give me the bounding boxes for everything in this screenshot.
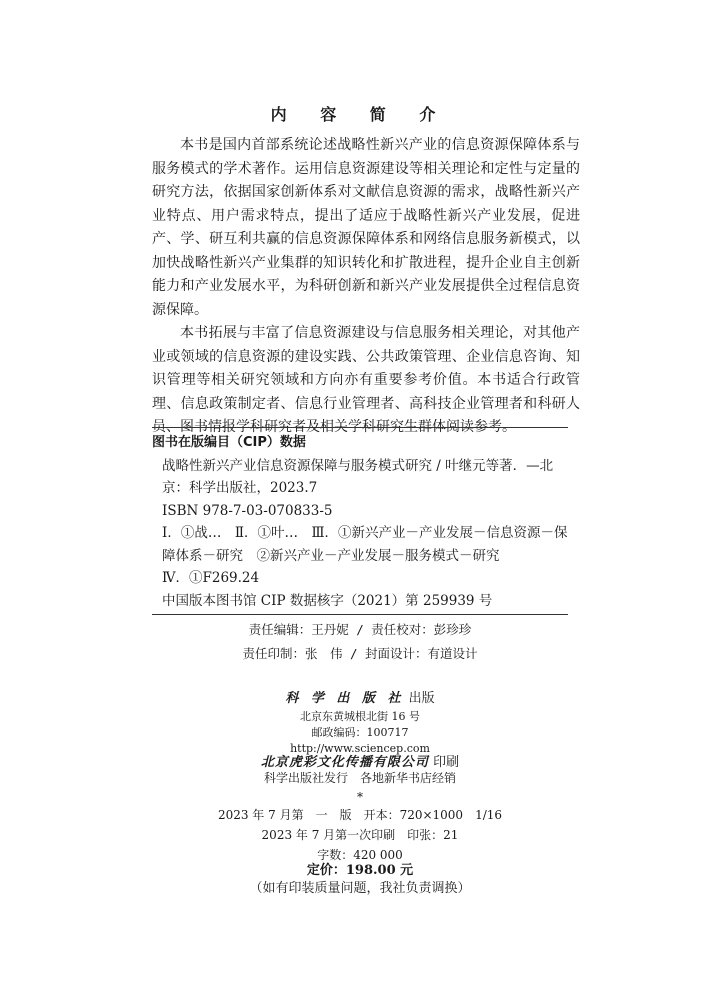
publisher-address: 北京东黄城根北街 16 号 — [300, 710, 420, 723]
word-count: 字数：420 000 — [317, 848, 403, 862]
printer-suffix: 印刷 — [433, 755, 460, 770]
publisher-line — [0, 690, 720, 707]
editor-line-1: 责任编辑：王丹妮 / 责任校对：彭珍珍 — [248, 622, 472, 637]
printer-name: 北京虎彩文化传播有限公司 — [260, 755, 429, 770]
edition-line-2: 2023 年 7 月第一次印刷 印张：21 — [261, 828, 459, 842]
intro-section — [152, 134, 580, 440]
cip-number: 中国版本图书馆 CIP 数据核字（2021）第 259939 号 — [162, 592, 493, 609]
publisher-name: 科 学 出 版 社 — [285, 691, 405, 706]
intro-paragraph-2: 本书拓展与丰富了信息资源建设与信息服务相关理论，对其他产业或领域的信息资源的建设实践、公共政策管理、企业信息咨询、知识管理等相关研究领域和方向亦有重要参考价值。本书适合行政管理、信息政策制定者、信息行业管理者、高科技企业管理者和科研人员、图书情报学科研究者及相关学科研究生群体阅读参考。 — [152, 325, 580, 435]
editor-line-2: 责任印制：张 伟 / 封面设计：有道设计 — [242, 646, 478, 661]
intro-paragraph-1: 本书是国内首部系统论述战略性新兴产业的信息资源保障体系与服务模式的学术著作。运用信息资源建设等相关理论和定性与定量的研究方法，依据国家创新体系对文献信息资源的需求，战略性新兴产业特点、用户需求特点，提出了适应于战略性新兴产业发展，促进产、学、研互利共赢的信息资源保障体系和网络信息服务新模式，以加快战略性新兴产业集群的知识转化和扩散进程，提升企业自主创新能力和产业发展水平，为科研创新和新兴产业发展提供全过程信息资源保障。 — [152, 137, 580, 318]
distribution-line: 科学出版社发行 各地新华书店经销 — [263, 771, 456, 785]
publisher-suffix: 出版 — [408, 691, 435, 706]
cip-isbn: ISBN 978-7-03-070833-5 — [162, 502, 333, 519]
page-title: 内 容 简 介 — [270, 105, 450, 124]
edition-line-1: 2023 年 7 月第 一 版 开本：720×1000 1/16 — [217, 808, 503, 822]
publisher-url: http://www.sciencep.com — [290, 742, 430, 755]
price: 定价：198.00 元 — [306, 863, 414, 878]
return-notice: （如有印装质量问题，我社负责调换） — [249, 881, 471, 896]
cip-classification: Ⅳ．①F269.24 — [162, 570, 260, 586]
cip-heading: 图书在版编目（CIP）数据 — [152, 435, 306, 450]
printer-line — [0, 754, 720, 771]
cip-main-entry: 战略性新兴产业信息资源保障与服务模式研究 / 叶继元等著．—北京：科学出版社，2023.7 — [162, 457, 554, 496]
separator-star: * — [357, 790, 363, 804]
cip-block — [152, 427, 568, 615]
cip-subjects: Ⅰ．①战… Ⅱ．①叶… Ⅲ．①新兴产业－产业发展－信息资源－保障体系－研究 ②新兴产业－产业发展－服务模式－研究 — [162, 525, 568, 564]
publisher-postcode: 邮政编码：100717 — [311, 726, 409, 739]
